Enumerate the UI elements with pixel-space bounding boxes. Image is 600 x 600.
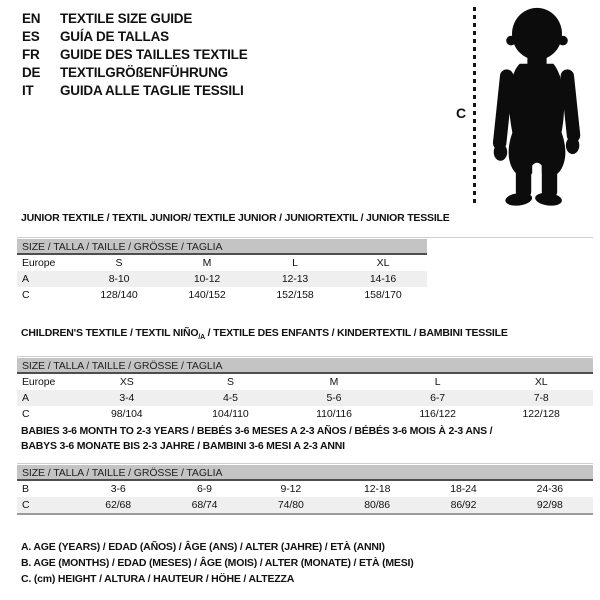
table-title <box>17 326 593 345</box>
table-cell: 158/170 <box>364 289 402 301</box>
language-code: ES <box>22 29 40 44</box>
language-list <box>22 10 248 100</box>
guide-title: GUÍA DE TALLAS <box>60 29 169 44</box>
table-title-line <box>17 439 593 454</box>
row-label: A <box>22 273 29 285</box>
table-cell: 3-4 <box>119 392 135 405</box>
table-row <box>17 481 593 497</box>
table-cell: 86/92 <box>450 499 477 511</box>
language-row <box>22 10 248 28</box>
table-cell: 6-7 <box>430 392 446 405</box>
table-cell: 10-12 <box>193 273 221 285</box>
table-row <box>17 406 593 422</box>
size-table-1 <box>17 211 593 303</box>
legend-note: A. AGE (YEARS) / EDAD (AÑOS) / ÂGE (ANS) / ALTER (JAHRE) / ETÀ (ANNI) <box>21 541 385 553</box>
table-cell: 3-6 <box>110 483 126 495</box>
legend-note: C. (cm) HEIGHT / ALTURA / HAUTEUR / HÖHE / ALTEZZA <box>21 573 295 585</box>
language-code: IT <box>22 83 34 98</box>
table-top-rule <box>17 356 593 357</box>
toddler-silhouette <box>487 4 587 208</box>
table-title-text: BABIES 3-6 MONTH TO 2-3 YEARS / BEBÉS 3-6 MESES A 2-3 AÑOS / BÉBÉS 3-6 MOIS À 2-3 ANS / <box>21 425 493 437</box>
guide-title: TEXTILGRÖßENFÜHRUNG <box>60 65 228 80</box>
table-cell: 6-9 <box>197 483 212 495</box>
table-cell: 122/128 <box>522 408 560 421</box>
table-cell: 18-24 <box>450 483 477 495</box>
table-cell: 116/122 <box>419 408 456 421</box>
row-label: Europe <box>22 257 56 269</box>
table-cell: M <box>202 257 212 269</box>
table-body <box>17 255 427 303</box>
language-row <box>22 46 248 64</box>
table-cell: 4-5 <box>222 392 238 405</box>
table-cell: XL <box>534 376 548 389</box>
table-cell: 98/104 <box>111 408 143 421</box>
guide-title: GUIDE DES TAILLES TEXTILE <box>60 47 248 62</box>
height-measure-line <box>473 7 476 205</box>
table-title-line <box>17 326 593 345</box>
row-label: C <box>22 499 30 511</box>
table-cell: S <box>115 257 123 269</box>
table-title-text: BABYS 3-6 MONATE BIS 2-3 JAHRE / BAMBINI 3-6 MESI A 2-3 ANNI <box>21 440 345 452</box>
table-title <box>17 424 593 454</box>
table-title-line <box>17 211 593 226</box>
table-body <box>17 374 593 422</box>
size-table-3 <box>17 424 593 515</box>
table-row <box>17 271 427 287</box>
table-row <box>17 374 593 390</box>
table-cell: 9-12 <box>280 483 302 495</box>
table-row <box>17 255 427 271</box>
table-cell: 8-10 <box>108 273 130 285</box>
table-cell: L <box>292 257 298 269</box>
table-title-text: CHILDREN'S TEXTILE / TEXTIL NIÑO <box>21 327 199 339</box>
language-row <box>22 64 248 82</box>
table-cell: 12-18 <box>363 483 391 495</box>
table-cell: M <box>329 376 339 389</box>
table-cell: 110/116 <box>316 408 352 421</box>
table-cell: 128/140 <box>100 289 138 301</box>
row-label: B <box>22 483 29 495</box>
row-label: Europe <box>22 376 56 389</box>
table-cell: 12-13 <box>281 273 309 285</box>
table-cell: 104/110 <box>212 408 249 421</box>
guide-title: GUIDA ALLE TAGLIE TESSILI <box>60 83 244 98</box>
table-cell: XS <box>119 376 134 389</box>
table-cell: 68/74 <box>191 499 218 511</box>
size-header-bar: SIZE / TALLA / TAILLE / GRÖSSE / TAGLIA <box>17 239 427 255</box>
table-cell: 24-36 <box>536 483 563 495</box>
table-title-text: / TEXTILE DES ENFANTS / KINDERTEXTIL / BAMBINI TESSILE <box>204 327 508 339</box>
language-row <box>22 82 248 100</box>
table-top-rule <box>17 237 593 238</box>
legend-notes <box>17 539 414 587</box>
table-title-line <box>17 424 593 439</box>
table-title <box>17 211 593 226</box>
row-label: C <box>22 408 30 421</box>
table-cell: S <box>226 376 234 389</box>
table-title-text: /A <box>198 334 205 342</box>
language-code: EN <box>22 11 41 26</box>
table-top-rule <box>17 463 593 464</box>
table-row <box>17 287 427 303</box>
size-header-bar: SIZE / TALLA / TAILLE / GRÖSSE / TAGLIA <box>17 465 593 481</box>
table-cell: 62/68 <box>105 499 132 511</box>
height-measure-label: C <box>456 105 467 121</box>
size-header-bar: SIZE / TALLA / TAILLE / GRÖSSE / TAGLIA <box>17 358 593 374</box>
table-row <box>17 497 593 513</box>
table-title-text: JUNIOR TEXTILE / TEXTIL JUNIOR/ TEXTILE JUNIOR / JUNIORTEXTIL / JUNIOR TESSILE <box>21 212 450 224</box>
table-cell: 92/98 <box>536 499 563 511</box>
table-body <box>17 481 593 515</box>
row-label: A <box>22 392 29 405</box>
row-label: C <box>22 289 30 301</box>
table-cell: 5-6 <box>326 392 342 405</box>
table-cell: 152/158 <box>276 289 314 301</box>
table-row <box>17 390 593 406</box>
size-table-2 <box>17 326 593 422</box>
table-cell: XL <box>376 257 390 269</box>
language-row <box>22 28 248 46</box>
table-cell: 14-16 <box>369 273 397 285</box>
language-code: DE <box>22 65 41 80</box>
table-cell: L <box>434 376 441 389</box>
table-cell: 74/80 <box>277 499 304 511</box>
legend-note: B. AGE (MONTHS) / EDAD (MESES) / ÂGE (MOIS) / ALTER (MONATE) / ETÀ (MESI) <box>21 557 414 569</box>
table-cell: 140/152 <box>188 289 226 301</box>
table-cell: 80/86 <box>364 499 391 511</box>
language-code: FR <box>22 47 40 62</box>
guide-title: TEXTILE SIZE GUIDE <box>60 11 193 26</box>
table-cell: 7-8 <box>533 392 549 405</box>
